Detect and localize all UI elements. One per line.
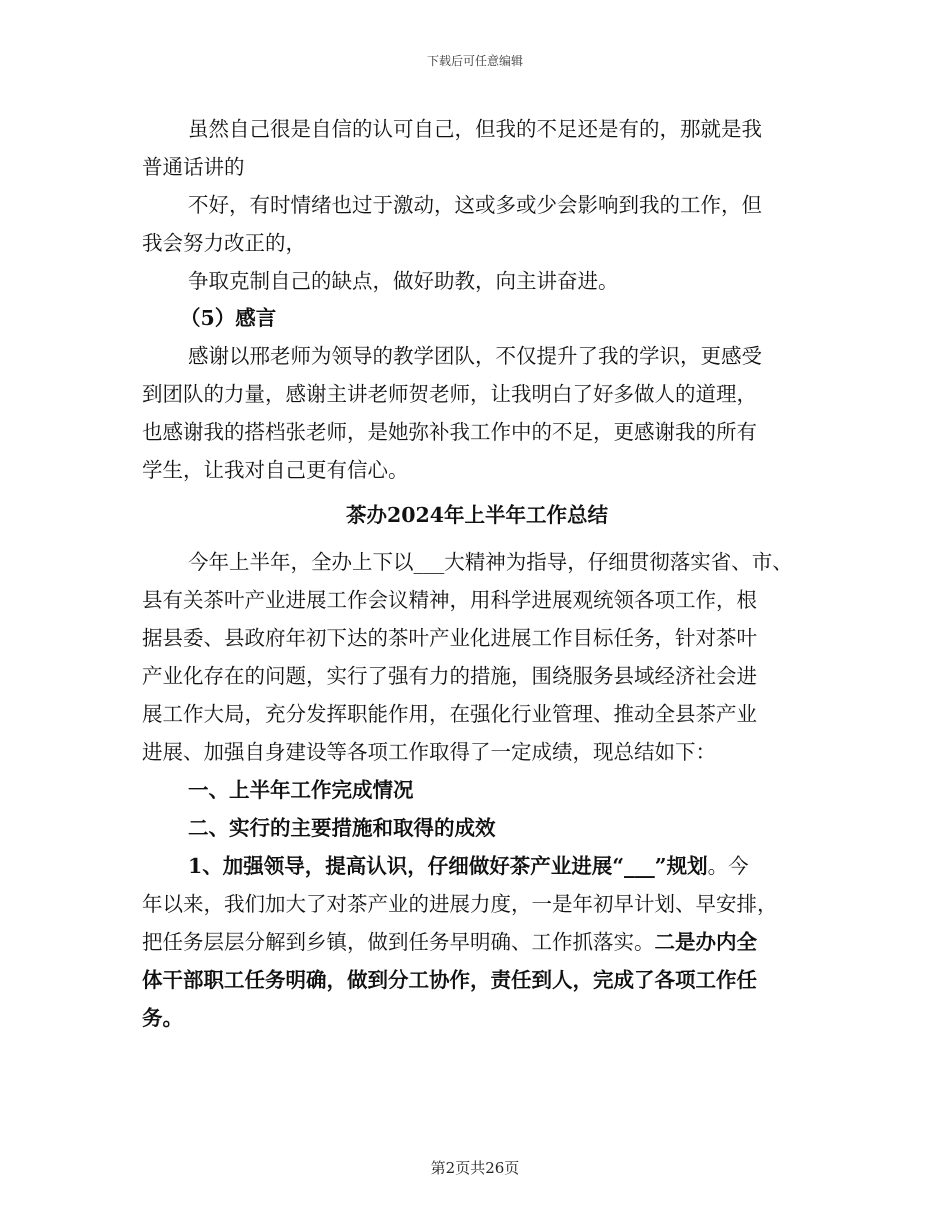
text-run: 。今 xyxy=(707,854,749,878)
paragraph-line: 普通话讲的 xyxy=(142,155,245,179)
paragraph-line: 到团队的力量，感谢主讲老师贺老师，让我明白了好多做人的道理， xyxy=(142,382,757,406)
paragraph-line: 我会努力改正的， xyxy=(142,231,306,255)
paragraph-line: 务。 xyxy=(142,1006,183,1030)
paragraph-line: 体干部职工任务明确，做到分工协作，责任到人，完成了各项工作任 xyxy=(142,968,757,992)
paragraph-line: 虽然自己很是自信的认可自己，但我的不足还是有的，那就是我 xyxy=(188,117,762,141)
paragraph-line: 展工作大局，充分发挥职能作用，在强化行业管理、推动全县茶产业 xyxy=(142,702,757,726)
paragraph-line: 也感谢我的搭档张老师，是她弥补我工作中的不足，更感谢我的所有 xyxy=(142,420,757,444)
bold-run: 1、加强领导，提高认识，仔细做好茶产业进展“___”规划 xyxy=(188,854,708,878)
paragraph-line: 年以来，我们加大了对茶产业的进展力度，一是年初早计划、早安排， xyxy=(142,892,778,916)
paragraph-line xyxy=(188,849,749,879)
paragraph-line: 今年上半年，全办上下以___大精神为指导，仔细贯彻落实省、市、 xyxy=(188,550,793,574)
paragraph-line: 据县委、县政府年初下达的茶叶产业化进展工作目标任务，针对茶叶 xyxy=(142,626,757,650)
page-footer: 第2页共26页 xyxy=(430,1159,520,1177)
paragraph-line xyxy=(142,925,757,955)
bold-run: 二是办内全 xyxy=(654,930,757,954)
paragraph-line: 不好，有时情绪也过于激动，这或多或少会影响到我的工作，但 xyxy=(188,193,762,217)
section-heading: 一、上半年工作完成情况 xyxy=(188,778,414,802)
paragraph-line: 争取克制自己的缺点，做好助教，向主讲奋进。 xyxy=(188,269,619,293)
paragraph-line: 学生，让我对自己更有信心。 xyxy=(142,458,409,482)
document-title: 茶办2024年上半年工作总结 xyxy=(345,503,609,527)
paragraph-line: 县有关茶叶产业进展工作会议精神，用科学进展观统领各项工作，根 xyxy=(142,588,757,612)
page-header: 下载后可任意编辑 xyxy=(426,54,523,68)
section-heading: 二、实行的主要措施和取得的成效 xyxy=(188,816,496,840)
section-heading: （5）感言 xyxy=(180,306,277,330)
paragraph-line: 进展、加强自身建设等各项工作取得了一定成绩，现总结如下： xyxy=(142,740,716,764)
paragraph-line: 产业化存在的问题，实行了强有力的措施，围绕服务县域经济社会进 xyxy=(142,664,757,688)
paragraph-line: 感谢以邢老师为领导的教学团队，不仅提升了我的学识，更感受 xyxy=(188,344,762,368)
text-run: 把任务层层分解到乡镇，做到任务早明确、工作抓落实。 xyxy=(142,930,655,954)
